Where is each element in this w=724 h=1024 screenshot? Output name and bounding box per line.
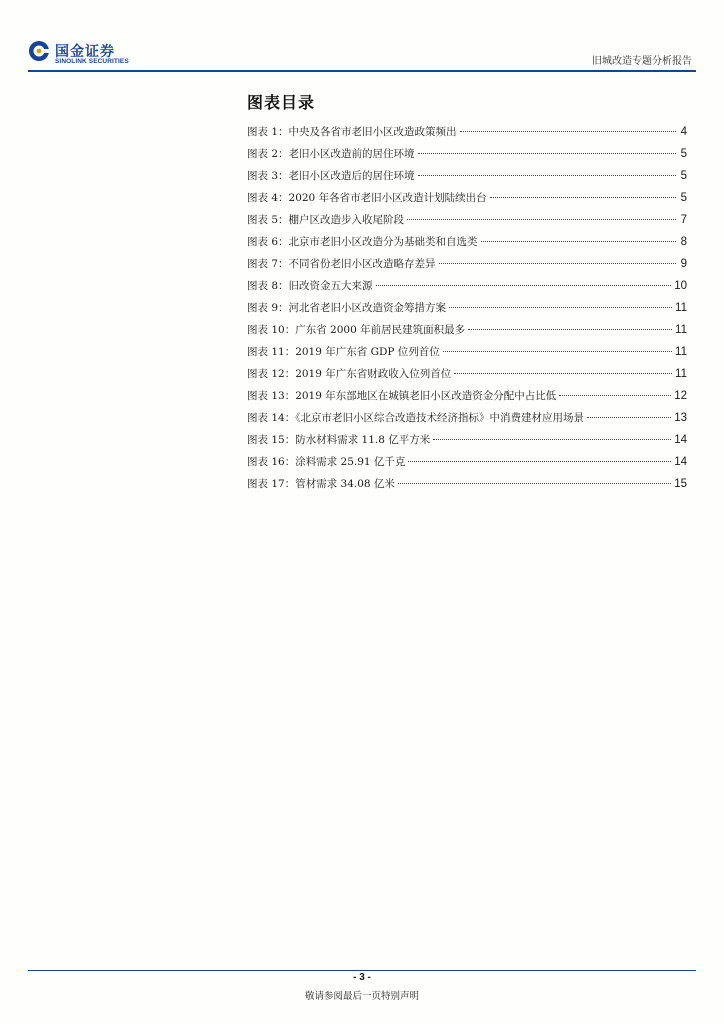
toc-entry-page: 8 xyxy=(680,236,687,248)
toc-entry-label: 图表 5：棚户区改造步入收尾阶段 xyxy=(247,214,405,226)
toc-entry-page: 12 xyxy=(674,390,687,402)
toc-leader-dots xyxy=(490,197,676,198)
footer-divider xyxy=(28,970,696,971)
toc-entry-page: 14 xyxy=(674,434,687,446)
toc-entry-17[interactable] xyxy=(247,473,687,495)
sinolink-logo-icon xyxy=(28,40,50,62)
toc-entry-page: 9 xyxy=(680,258,687,270)
toc-entry-page: 5 xyxy=(680,192,687,204)
toc-entry-12[interactable] xyxy=(247,363,687,385)
logo-english-text: SINOLINK SECURITIES xyxy=(55,58,129,65)
toc-entry-7[interactable] xyxy=(247,253,687,275)
toc-leader-dots xyxy=(449,307,672,308)
toc-entry-page: 14 xyxy=(674,456,687,468)
toc-entry-label: 图表 3：老旧小区改造后的居住环境 xyxy=(247,170,415,182)
toc-entry-label: 图表 9：河北省老旧小区改造资金筹措方案 xyxy=(247,302,447,314)
toc-entry-page: 7 xyxy=(680,214,687,226)
toc-leader-dots xyxy=(439,263,676,264)
toc-heading: 图表目录 xyxy=(247,93,316,112)
toc-leader-dots xyxy=(376,285,672,286)
toc-entry-3[interactable] xyxy=(247,165,687,187)
toc-entry-page: 4 xyxy=(680,126,687,138)
footer-disclaimer: 敬请参阅最后一页特别声明 xyxy=(304,991,419,1002)
report-title: 旧城改造专题分析报告 xyxy=(592,56,692,67)
toc-leader-dots xyxy=(587,417,671,418)
toc-entry-page: 10 xyxy=(674,280,687,292)
toc-leader-dots xyxy=(398,483,671,484)
toc-entry-page: 5 xyxy=(680,170,687,182)
toc-entry-label: 图表 16：涂料需求 25.91 亿千克 xyxy=(247,456,406,468)
page-number: - 3 - xyxy=(353,972,371,983)
toc-entry-label: 图表 8：旧改资金五大来源 xyxy=(247,280,373,292)
toc-entry-1[interactable] xyxy=(247,121,687,143)
toc-entry-page: 13 xyxy=(674,412,687,424)
toc-entry-8[interactable] xyxy=(247,275,687,297)
toc-entry-page: 11 xyxy=(675,302,687,314)
toc-leader-dots xyxy=(408,461,671,462)
header-divider xyxy=(28,70,696,72)
toc-entry-2[interactable] xyxy=(247,143,687,165)
toc-entry-label: 图表 11：2019 年广东省 GDP 位列首位 xyxy=(247,346,440,358)
toc-entry-10[interactable] xyxy=(247,319,687,341)
toc-entry-page: 15 xyxy=(674,478,687,490)
toc-entry-label: 图表 1：中央及各省市老旧小区改造政策频出 xyxy=(247,126,457,138)
toc-entry-5[interactable] xyxy=(247,209,687,231)
toc-leader-dots xyxy=(468,329,672,330)
toc-entry-label: 图表 6：北京市老旧小区改造分为基础类和自选类 xyxy=(247,236,478,248)
toc-entry-11[interactable] xyxy=(247,341,687,363)
toc-entry-label: 图表 7：不同省份老旧小区改造略存差异 xyxy=(247,258,436,270)
toc-entry-14[interactable] xyxy=(247,407,687,429)
logo-chinese-text: 国金证券 xyxy=(55,44,115,60)
toc-entry-label: 图表 10：广东省 2000 年前居民建筑面积最多 xyxy=(247,324,466,336)
toc-leader-dots xyxy=(443,351,672,352)
toc-entry-page: 11 xyxy=(675,324,687,336)
toc-entry-label: 图表 15：防水材料需求 11.8 亿平方米 xyxy=(247,434,431,446)
toc-entry-6[interactable] xyxy=(247,231,687,253)
page-header xyxy=(28,38,696,72)
toc-entry-label: 图表 2：老旧小区改造前的居住环境 xyxy=(247,148,415,160)
toc-entry-label: 图表 17：管材需求 34.08 亿米 xyxy=(247,478,395,490)
toc-entry-label: 图表 4：2020 年各省市老旧小区改造计划陆续出台 xyxy=(247,192,487,204)
company-logo xyxy=(28,38,132,68)
toc-entry-16[interactable] xyxy=(247,451,687,473)
toc-list xyxy=(247,121,687,495)
toc-leader-dots xyxy=(407,219,676,220)
table-of-figures xyxy=(247,92,687,495)
toc-leader-dots xyxy=(433,439,671,440)
toc-entry-label: 图表 13：2019 年东部地区在城镇老旧小区改造资金分配中占比低 xyxy=(247,390,557,402)
toc-leader-dots xyxy=(454,373,672,374)
toc-leader-dots xyxy=(481,241,676,242)
toc-entry-page: 11 xyxy=(675,346,687,358)
toc-leader-dots xyxy=(418,175,676,176)
toc-entry-label: 图表 14：《北京市老旧小区综合改造技术经济指标》中消费建材应用场景 xyxy=(247,412,584,424)
toc-entry-label: 图表 12：2019 年广东省财政收入位列首位 xyxy=(247,368,452,380)
toc-entry-page: 5 xyxy=(680,148,687,160)
toc-entry-4[interactable] xyxy=(247,187,687,209)
toc-entry-13[interactable] xyxy=(247,385,687,407)
toc-leader-dots xyxy=(559,395,671,396)
toc-entry-9[interactable] xyxy=(247,297,687,319)
toc-leader-dots xyxy=(460,131,676,132)
toc-entry-15[interactable] xyxy=(247,429,687,451)
toc-leader-dots xyxy=(418,153,676,154)
toc-entry-page: 11 xyxy=(675,368,687,380)
